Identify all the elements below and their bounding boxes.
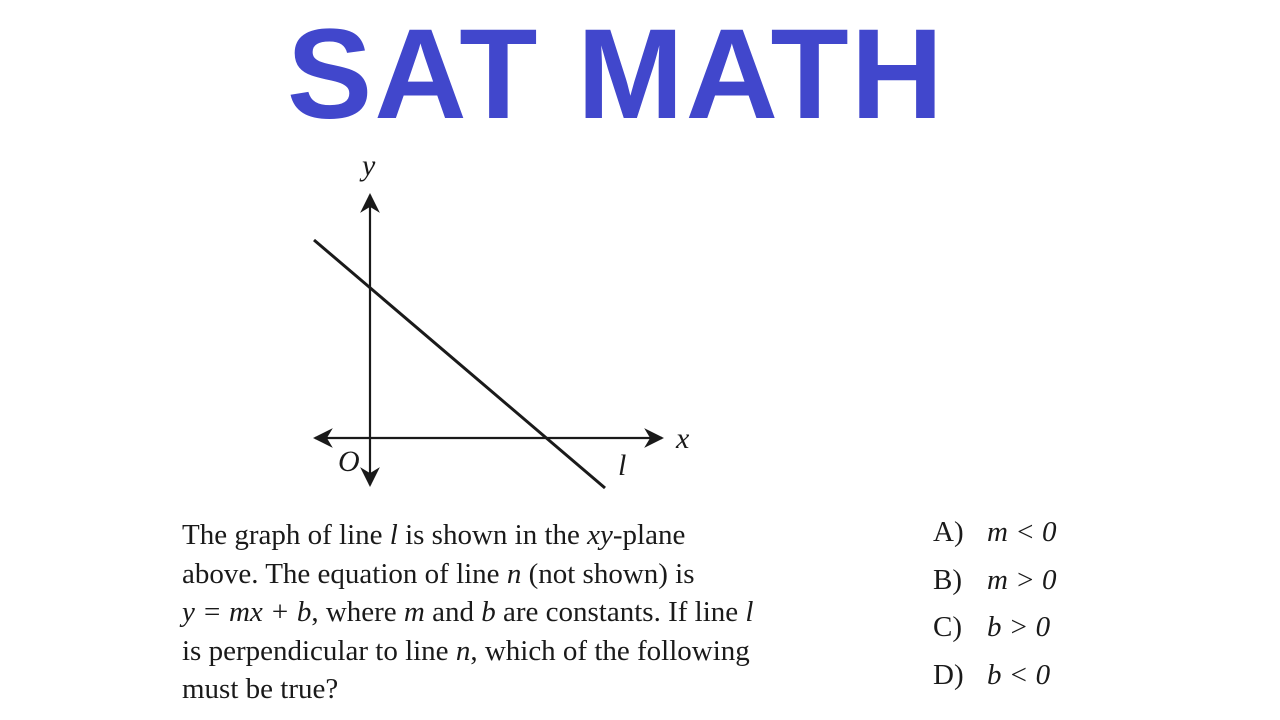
y-axis-label: y [362,149,376,182]
question-line: above. The equation of line n (not shown) is [182,557,695,590]
choice-letter: C) [933,611,962,643]
question-line: y = mx + b, where m and b are constants. If line l [182,596,754,628]
question-line: is perpendicular to line n, which of the following [182,634,750,667]
page-title: SAT MATH [286,3,946,146]
choice-expression: m > 0 [987,563,1057,596]
question-text [182,516,862,709]
choice-letter: B) [933,563,962,596]
choice-expression: m < 0 [987,516,1057,548]
choice-b[interactable] [933,560,1057,608]
coordinate-graph [290,145,710,510]
question-line: The graph of line l is shown in the xy-plane [182,519,686,551]
choice-expression: b < 0 [987,658,1051,691]
choice-c[interactable] [933,607,1057,655]
choice-a[interactable] [933,512,1057,560]
choice-letter: A) [933,516,964,548]
graph-svg [290,145,710,505]
choice-d[interactable] [933,655,1057,703]
x-axis-label: x [676,422,690,455]
choice-letter: D) [933,658,964,691]
question-line: must be true? [182,673,339,705]
line-l-label: l [618,449,627,482]
answer-choices [933,512,1057,702]
choice-expression: b > 0 [987,611,1051,643]
origin-label: O [338,445,360,478]
